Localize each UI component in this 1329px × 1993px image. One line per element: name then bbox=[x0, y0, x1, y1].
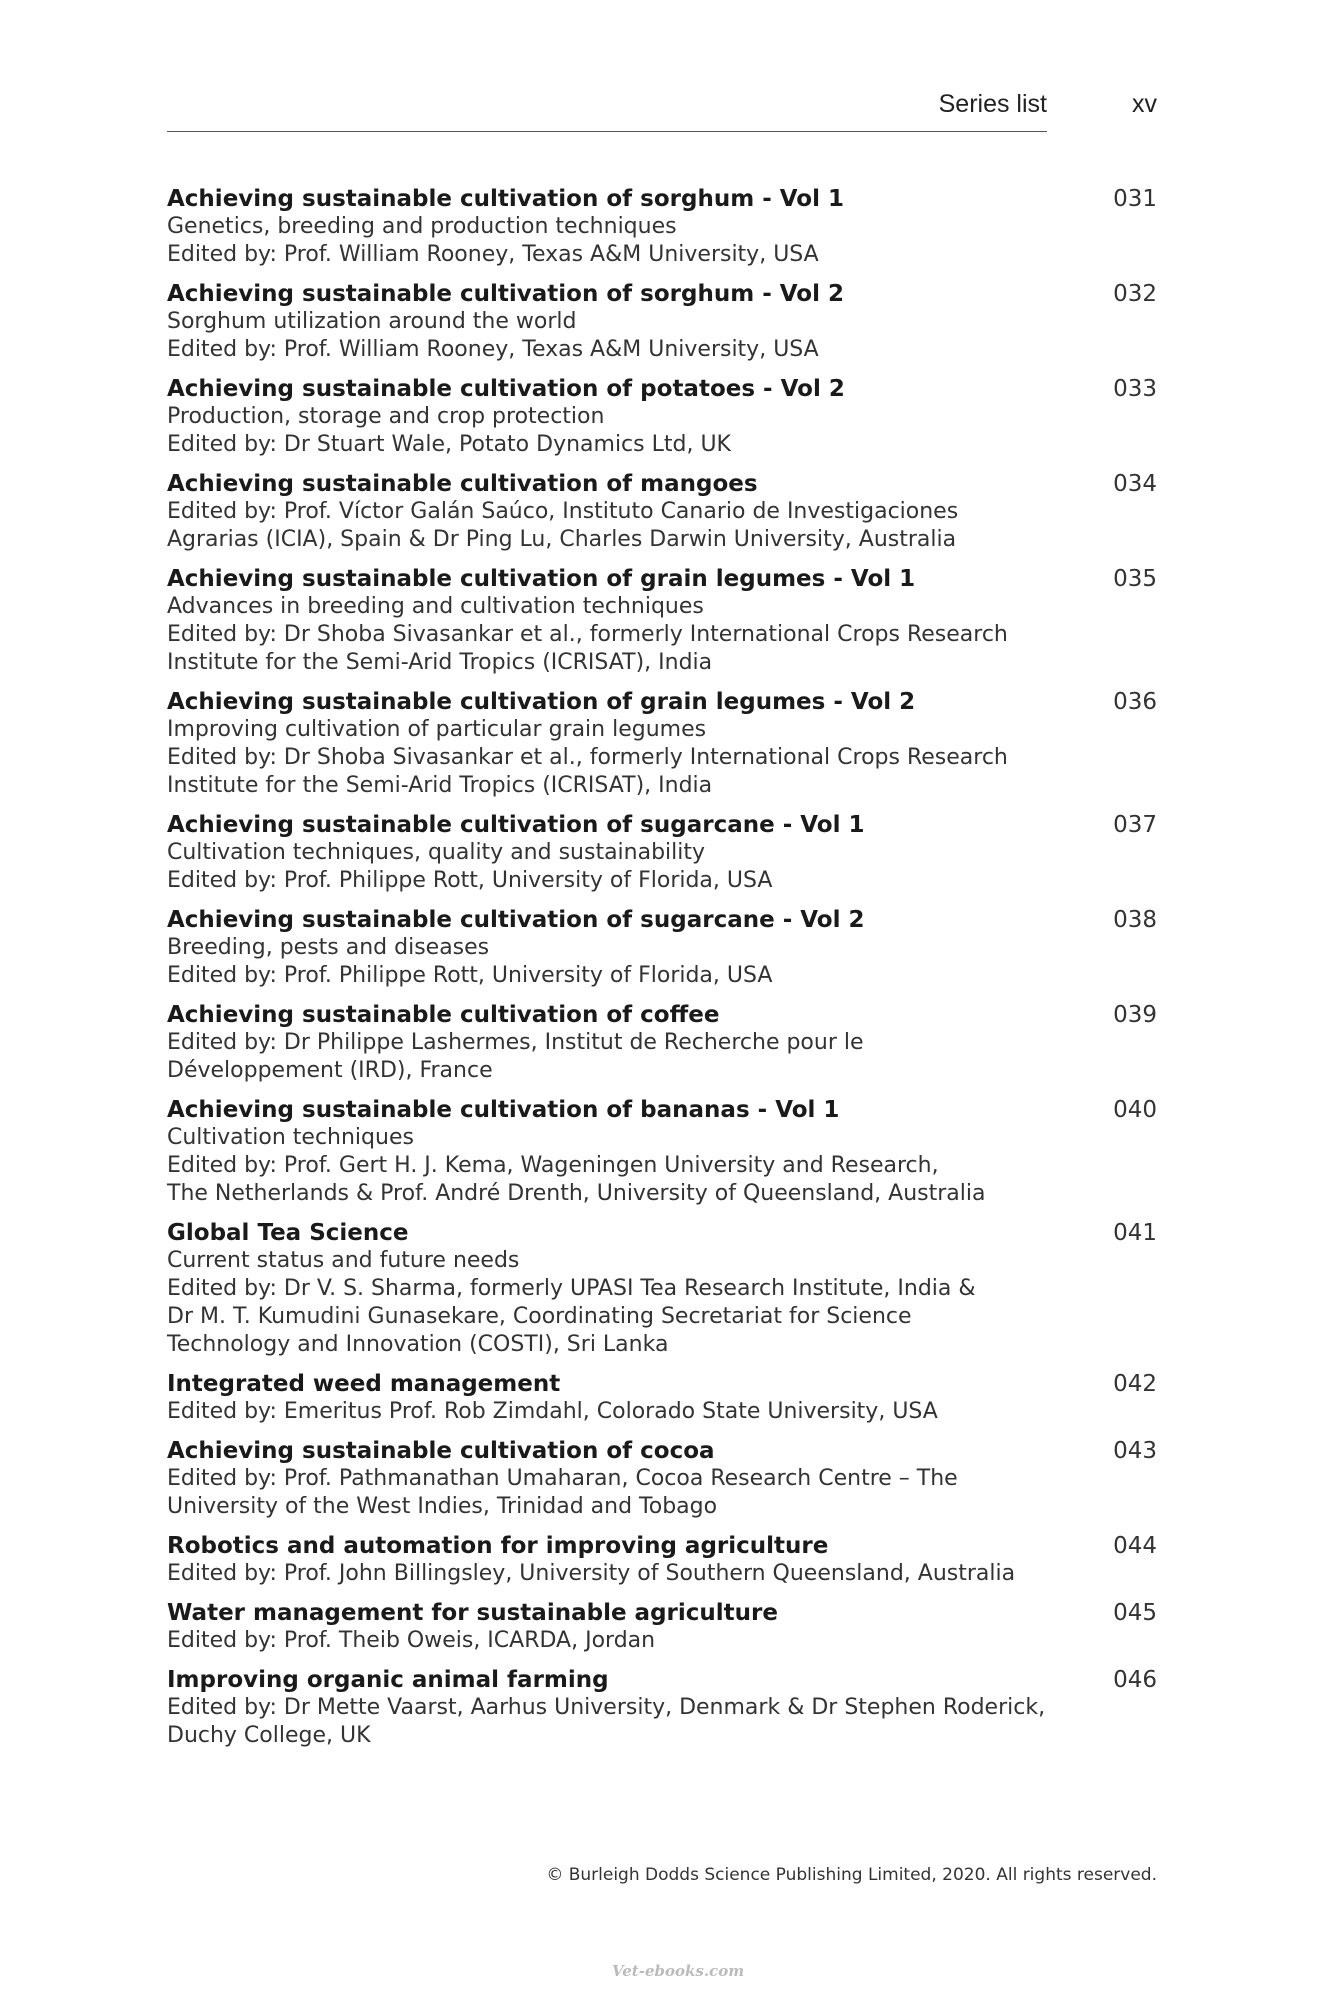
entry-number: 037 bbox=[1113, 812, 1157, 838]
entry-title: Improving organic animal farming bbox=[167, 1667, 609, 1693]
page-number: xv bbox=[1132, 90, 1157, 118]
entry-detail-line: Edited by: Dr V. S. Sharma, formerly UPASI Tea Research Institute, India & bbox=[167, 1276, 976, 1301]
entry-number: 041 bbox=[1113, 1220, 1157, 1246]
entry-detail-line: Improving cultivation of particular grain legumes bbox=[167, 717, 707, 742]
entry-detail-line: Edited by: Prof. John Billingsley, University of Southern Queensland, Australia bbox=[167, 1561, 1016, 1586]
entry-detail-line: Edited by: Dr Mette Vaarst, Aarhus University, Denmark & Dr Stephen Roderick, bbox=[167, 1695, 1046, 1720]
entry-detail-line: Edited by: Prof. William Rooney, Texas A&M University, USA bbox=[167, 337, 819, 362]
entry-detail-line: Advances in breeding and cultivation techniques bbox=[167, 594, 704, 619]
entry-title: Global Tea Science bbox=[167, 1220, 409, 1246]
entry-number: 032 bbox=[1113, 281, 1157, 307]
entry-detail-line: Genetics, breeding and production techniques bbox=[167, 214, 677, 239]
entry-detail-line: Institute for the Semi-Arid Tropics (ICRISAT), India bbox=[167, 773, 713, 798]
list-item bbox=[167, 280, 1157, 364]
entry-detail-line: Cultivation techniques bbox=[167, 1125, 414, 1150]
entry-detail-line: Breeding, pests and diseases bbox=[167, 935, 490, 960]
entry-detail-line: Technology and Innovation (COSTI), Sri Lanka bbox=[167, 1332, 669, 1357]
list-item bbox=[167, 906, 1157, 990]
entry-title: Achieving sustainable cultivation of potatoes - Vol 2 bbox=[167, 376, 845, 402]
entry-title: Achieving sustainable cultivation of coffee bbox=[167, 1002, 720, 1028]
entry-detail-line: Current status and future needs bbox=[167, 1248, 520, 1273]
entry-detail-line: Production, storage and crop protection bbox=[167, 404, 605, 429]
list-item bbox=[167, 688, 1157, 800]
entry-number: 046 bbox=[1113, 1667, 1157, 1693]
entry-number: 043 bbox=[1113, 1438, 1157, 1464]
entry-detail-line: Institute for the Semi-Arid Tropics (ICRISAT), India bbox=[167, 650, 713, 675]
list-item bbox=[167, 1096, 1157, 1208]
entry-title: Achieving sustainable cultivation of sugarcane - Vol 2 bbox=[167, 907, 865, 933]
entry-detail-line: Duchy College, UK bbox=[167, 1723, 371, 1748]
entry-detail-line: Cultivation techniques, quality and sustainability bbox=[167, 840, 706, 865]
entry-title: Achieving sustainable cultivation of cocoa bbox=[167, 1438, 715, 1464]
list-item bbox=[167, 375, 1157, 459]
list-item bbox=[167, 185, 1157, 269]
entry-title: Achieving sustainable cultivation of sorghum - Vol 1 bbox=[167, 186, 844, 212]
entry-number: 038 bbox=[1113, 907, 1157, 933]
entry-detail-line: Edited by: Prof. Pathmanathan Umaharan, Cocoa Research Centre – The bbox=[167, 1466, 958, 1491]
entry-detail-line: Edited by: Emeritus Prof. Rob Zimdahl, Colorado State University, USA bbox=[167, 1399, 938, 1424]
entry-number: 039 bbox=[1113, 1002, 1157, 1028]
entry-title: Achieving sustainable cultivation of sorghum - Vol 2 bbox=[167, 281, 844, 307]
entry-number: 033 bbox=[1113, 376, 1157, 402]
list-item bbox=[167, 470, 1157, 554]
list-item bbox=[167, 1532, 1157, 1588]
entry-detail-line: Dr M. T. Kumudini Gunasekare, Coordinating Secretariat for Science bbox=[167, 1304, 912, 1329]
entry-detail-line: Edited by: Dr Philippe Lashermes, Institut de Recherche pour le bbox=[167, 1030, 864, 1055]
entry-title: Water management for sustainable agriculture bbox=[167, 1600, 778, 1626]
list-item bbox=[167, 811, 1157, 895]
entry-detail-line: The Netherlands & Prof. André Drenth, University of Queensland, Australia bbox=[167, 1181, 986, 1206]
list-item bbox=[167, 1370, 1157, 1426]
entry-detail-line: Sorghum utilization around the world bbox=[167, 309, 577, 334]
entry-number: 045 bbox=[1113, 1600, 1157, 1626]
entry-detail-line: Agrarias (ICIA), Spain & Dr Ping Lu, Charles Darwin University, Australia bbox=[167, 527, 957, 552]
entry-detail-line: University of the West Indies, Trinidad and Tobago bbox=[167, 1494, 718, 1519]
entry-title: Achieving sustainable cultivation of bananas - Vol 1 bbox=[167, 1097, 840, 1123]
entry-number: 042 bbox=[1113, 1371, 1157, 1397]
entry-number: 034 bbox=[1113, 471, 1157, 497]
header-rule bbox=[167, 131, 1047, 132]
list-item bbox=[167, 565, 1157, 677]
entry-detail-line: Edited by: Prof. Philippe Rott, University of Florida, USA bbox=[167, 963, 773, 988]
list-item bbox=[167, 1599, 1157, 1655]
entry-title: Achieving sustainable cultivation of sugarcane - Vol 1 bbox=[167, 812, 865, 838]
entry-title: Integrated weed management bbox=[167, 1371, 561, 1397]
entry-detail-line: Edited by: Prof. Gert H. J. Kema, Wageningen University and Research, bbox=[167, 1153, 939, 1178]
list-item bbox=[167, 1001, 1157, 1085]
entry-detail-line: Edited by: Prof. Theib Oweis, ICARDA, Jordan bbox=[167, 1628, 656, 1653]
running-head: Series list bbox=[938, 90, 1047, 118]
series-list bbox=[167, 185, 1157, 1761]
entry-title: Achieving sustainable cultivation of mangoes bbox=[167, 471, 758, 497]
entry-title: Robotics and automation for improving agriculture bbox=[167, 1533, 829, 1559]
entry-detail-line: Edited by: Prof. Víctor Galán Saúco, Instituto Canario de Investigaciones bbox=[167, 499, 959, 524]
list-item bbox=[167, 1219, 1157, 1359]
entry-number: 031 bbox=[1113, 186, 1157, 212]
copyright-notice: © Burleigh Dodds Science Publishing Limited, 2020. All rights reserved. bbox=[546, 1865, 1157, 1885]
entry-detail-line: Edited by: Dr Shoba Sivasankar et al., formerly International Crops Research bbox=[167, 745, 1008, 770]
entry-detail-line: Edited by: Prof. Philippe Rott, University of Florida, USA bbox=[167, 868, 773, 893]
entry-title: Achieving sustainable cultivation of grain legumes - Vol 1 bbox=[167, 566, 916, 592]
list-item bbox=[167, 1666, 1157, 1750]
entry-number: 040 bbox=[1113, 1097, 1157, 1123]
entry-title: Achieving sustainable cultivation of grain legumes - Vol 2 bbox=[167, 689, 916, 715]
entry-detail-line: Développement (IRD), France bbox=[167, 1058, 493, 1083]
entry-number: 036 bbox=[1113, 689, 1157, 715]
entry-number: 035 bbox=[1113, 566, 1157, 592]
entry-detail-line: Edited by: Dr Stuart Wale, Potato Dynamics Ltd, UK bbox=[167, 432, 731, 457]
entry-number: 044 bbox=[1113, 1533, 1157, 1559]
watermark-logo: Vet-ebooks.com bbox=[612, 1962, 745, 1980]
entry-detail-line: Edited by: Prof. William Rooney, Texas A&M University, USA bbox=[167, 242, 819, 267]
list-item bbox=[167, 1437, 1157, 1521]
page-header bbox=[167, 86, 1157, 126]
entry-detail-line: Edited by: Dr Shoba Sivasankar et al., formerly International Crops Research bbox=[167, 622, 1008, 647]
